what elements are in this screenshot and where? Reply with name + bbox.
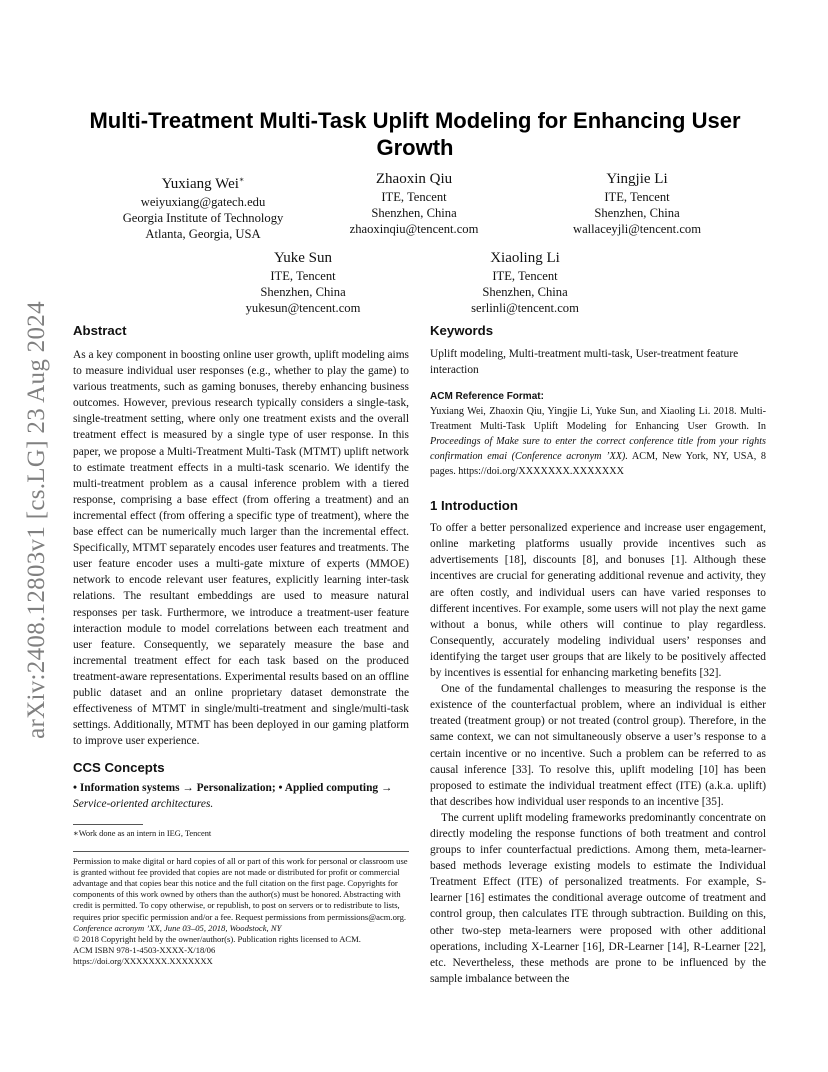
arxiv-stamp-text: arXiv:2408.12803v1 [cs.LG] 23 Aug 2024 bbox=[23, 301, 50, 739]
author-email: wallaceyjli@tencent.com bbox=[572, 222, 702, 237]
permission-rule bbox=[73, 851, 409, 852]
author-name: Yuke Sun bbox=[274, 250, 332, 266]
ccs-concepts: • Information systems → Personalization; • Applied computing → Service-oriented architectures. bbox=[73, 782, 393, 811]
abstract-heading: Abstract bbox=[73, 323, 127, 338]
author-block bbox=[188, 249, 418, 317]
author-location: Atlanta, Georgia, USA bbox=[145, 227, 261, 242]
intro-paragraph: To offer a better personalized experience and increase user engagement, online marketing platforms usually provide incentives such as advertisements [18], discounts [8], and bonuses [1]. Although these incentives are crucial for generating additional revenue and activity, they are often costly, and individual users can have varied responses to different incentives. For example, some users will not play the next game without a bonus, while others will continue to play regardless. Consequently, accurately modeling individual users’ responses and identifying the target user groups that are likely to be positively affected by incentives is essential for enhancing marketing benefits [32]. bbox=[430, 522, 766, 680]
right-column bbox=[430, 322, 766, 987]
footnote: ∗Work done as an intern in IEG, Tencent bbox=[73, 828, 212, 838]
author-affiliation: ITE, Tencent bbox=[381, 190, 447, 204]
author-affiliation: ITE, Tencent bbox=[270, 269, 336, 283]
author-location: Shenzhen, China bbox=[371, 206, 457, 221]
intro-paragraph: The current uplift modeling frameworks predominantly concentrate on directly modeling the response functions of both treatment and control groups to infer counterfactual predictions. Among them, meta-learner-based methods leverage existing models to estimate the Individual Treatment Effect (ITE) of personalized treatments. For example, S-learner [16] estimates the conditional average outcome of treatment and control group, then calculates ITE through subtraction. Building on this, other two-step meta-learners were proposed with other additional operations, including X-Learner [16], DR-Learner [14], R-Learner [22], etc. Nevertheless, these methods are prone to be influenced by the sample imbalance between the bbox=[430, 811, 766, 985]
author-affiliation: ITE, Tencent bbox=[604, 190, 670, 204]
author-location: Shenzhen, China bbox=[260, 285, 346, 300]
ccs-heading: CCS Concepts bbox=[73, 760, 165, 776]
author-affiliation: ITE, Tencent bbox=[492, 269, 558, 283]
author-location: Shenzhen, China bbox=[482, 285, 568, 300]
author-affiliation: Georgia Institute of Technology bbox=[122, 211, 284, 226]
footnote-mark: ∗ bbox=[238, 175, 245, 184]
author-block bbox=[522, 170, 752, 238]
copyright-line: © 2018 Copyright held by the owner/author(s). Publication rights licensed to ACM. bbox=[73, 933, 361, 944]
abstract-text: As a key component in boosting online user growth, uplift modeling aims to measure individual user responses (e.g., whether to play the game) to various treatments, such as gaming bonuses, thereby enhancing business outcomes. However, previous research typically considers a single-task, single-treatment setting, where only one treatment exists and the overall treatment effect is measured by a single type of user response. In this paper, we propose a Multi-Treatment Multi-Task (MTMT) uplift network to estimate treatment effects in a multi-task scenario. We identify the multi-treatment problem as a causal inference problem with a tiered response, comprising a base effect (from offering a treatment) and an incremental effect (from offering a specific type of treatment), where the base effect can be numerically much larger than the incremental effect. Specifically, MTMT separately encodes user features and treatments. The user feature encoder uses a multi-gate mixture of experts (MMOE) network to encode relevant user features, explicitly learning inter-task relations. The resultant embeddings are used to measure natural responses per task. Furthermore, we introduce a treatment-user feature interaction module to model correlations between each treatment and user feature. Consequently, we separately measure the base and incremental treatment effect for each task based on the produced treatment-aware representations. Experimental results based on an offline public dataset and an online proprietary dataset demonstrate the effectiveness of MTMT in single/multi-treatment and single/multi-task settings. Additionally, MTMT has been deployed in our gaming platform to improve user experience. bbox=[73, 349, 409, 748]
arxiv-stamp bbox=[22, 282, 52, 758]
author-name: Yingjie Li bbox=[606, 171, 668, 187]
acm-ref-heading: ACM Reference Format: bbox=[430, 391, 544, 403]
footnote-rule bbox=[73, 824, 143, 825]
author-block bbox=[410, 249, 640, 317]
left-column bbox=[73, 322, 409, 968]
author-email: weiyuxiang@gatech.edu bbox=[140, 195, 266, 209]
author-block bbox=[299, 170, 529, 238]
author-email: serlinli@tencent.com bbox=[471, 301, 579, 316]
doi-line: https://doi.org/XXXXXXX.XXXXXXX bbox=[73, 956, 213, 967]
author-name: Yuxiang Wei∗ bbox=[161, 175, 245, 192]
permission-block bbox=[73, 856, 409, 968]
intro-paragraph: One of the fundamental challenges to measuring the response is the existence of the counterfactual problem, where an individual is either treated (treatment group) or not treated (control group). Therefore, in the same context, we can not simultaneously observe a user’s response to a certain incentive or no incentive. Such a problem can be referred to as causal inference [33]. To resolve this, uplift modeling [10] has been proposed to estimate the individual treatment effect (ITE) (a.k.a. uplift) that describes how individual user responds to an incentive [35]. bbox=[430, 683, 766, 808]
author-name: Zhaoxin Qiu bbox=[375, 171, 453, 187]
paper-title: Multi-Treatment Multi-Task Uplift Modeling for Enhancing User Growth bbox=[89, 108, 741, 160]
isbn-line: ACM ISBN 978-1-4503-XXXX-X/18/06 bbox=[73, 945, 216, 956]
intro-heading: 1 Introduction bbox=[430, 498, 518, 514]
author-email: zhaoxinqiu@tencent.com bbox=[349, 222, 479, 237]
author-location: Shenzhen, China bbox=[594, 206, 680, 221]
keywords-heading: Keywords bbox=[430, 323, 494, 338]
author-email: yukesun@tencent.com bbox=[245, 301, 361, 316]
conference-line: Conference acronym ’XX, June 03–05, 2018, Woodstock, NY bbox=[73, 922, 282, 933]
keywords-text: Uplift modeling, Multi-treatment multi-task, User-treatment feature interaction bbox=[430, 348, 739, 377]
permission-text: Permission to make digital or hard copies of all or part of this work for personal or classroom use is granted without fee provided that copies are not made or distributed for profit or commercial advantage and that copies bear this notice and the full citation on the first page. Copyrights for components of this work owned by others than the author(s) must be honored. Abstracting with credit is permitted. To copy otherwise, or republish, to post on servers or to redistribute to lists, requires prior specific permission and/or a fee. Request permissions from permissions@acm.org. bbox=[73, 855, 408, 922]
author-block bbox=[88, 170, 318, 243]
acm-ref-text: Yuxiang Wei, Zhaoxin Qiu, Yingjie Li, Yuke Sun, and Xiaoling Li. 2018. Multi-Treatment Multi-Task Uplift Modeling for Enhancing User Growth. In Proceedings of Make sure to enter the correct conference title from your rights confirmation emai (Conference acronym ’XX). ACM, New York, NY, USA, 8 pages. https://doi.org/XXXXXXX.XXXXXXX bbox=[430, 406, 766, 478]
author-name: Xiaoling Li bbox=[490, 250, 560, 266]
